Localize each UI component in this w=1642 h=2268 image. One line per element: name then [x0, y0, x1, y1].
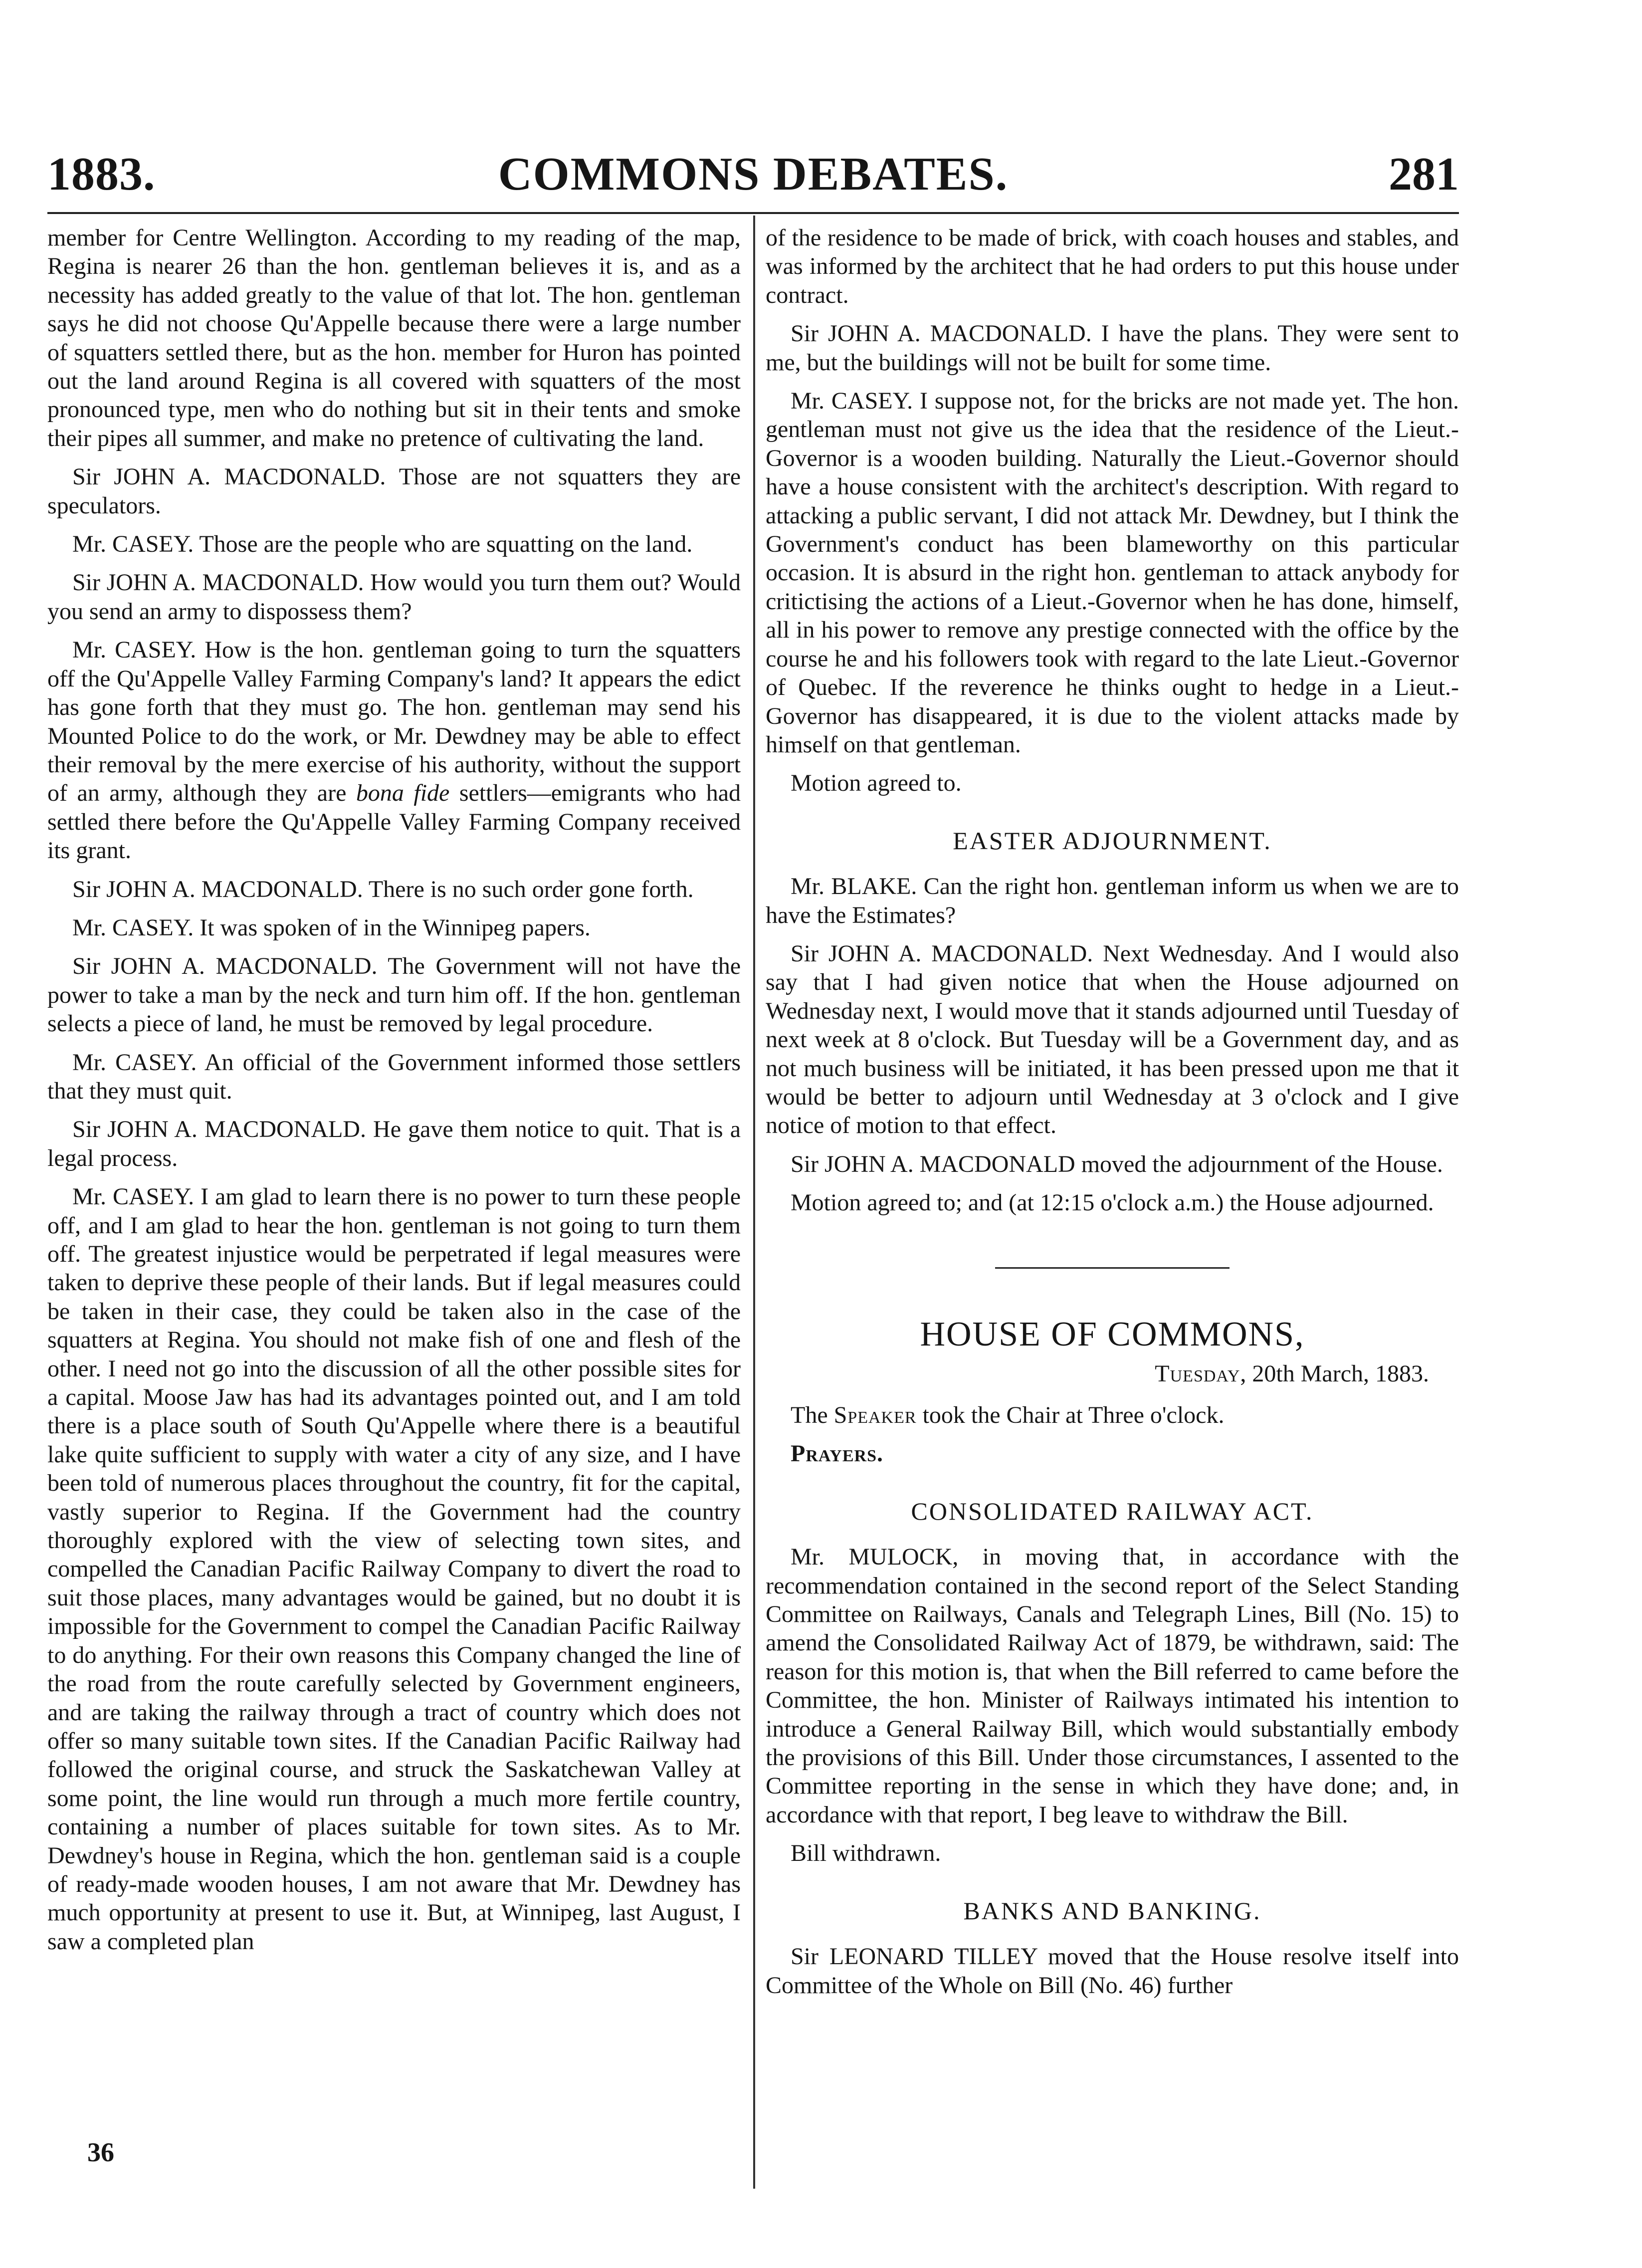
- right-paragraph-8: Motion agreed to; and (at 12:15 o'clock a.m.) the House adjourned.: [791, 1189, 1434, 1216]
- left-paragraph-5: [47, 636, 741, 865]
- left-column: [47, 224, 741, 1966]
- sitting-date: [766, 1360, 1459, 1388]
- left-paragraph-6: Sir JOHN A. MACDONALD. There is no such order gone forth.: [72, 876, 694, 903]
- speaker-line: [766, 1401, 1459, 1429]
- left-paragraph-4: Sir JOHN A. MACDONALD. How would you turn them out? Would you send an army to dispossess them?: [47, 569, 741, 625]
- header-year: 1883.: [47, 148, 156, 200]
- house-of-commons-title: HOUSE OF COMMONS,: [920, 1315, 1305, 1354]
- section-heading-easter-adjournment: EASTER ADJOURNMENT.: [953, 826, 1272, 855]
- speaker-line-post: took the Chair at Three o'clock.: [916, 1402, 1225, 1428]
- right-paragraph-10: Bill withdrawn.: [791, 1840, 941, 1867]
- left-paragraph-11: Mr. CASEY. I am glad to learn there is no power to turn these people off, and I am glad to hear the hon. gentleman is not going to turn them off. The greatest injustice would be perpetrated if legal measures were taken to deprive these people of their lands. But if legal measures could be taken in their case, they could be taken also in the case of the squatters at Regina. You should not make fish of one and flesh of the other. I need not go into the discussion of all the other possible sites for a capital. Moose Jaw has had its advantages pointed out, and I am told there is a place south of South Qu'Appelle where there is a beautiful lake quite sufficient to supply with water a city of any size, and I have been told of numerous places throughout the country, fit for the capital, vastly superior to Regina. If the Government had the country thoroughly explored with the view of selecting town sites, and compelled the Canadian Pacific Railway Company to divert the road to suit those places, many advantages would be gained, but no doubt it is impossible for the Government to compel the Canadian Pacific Railway to do anything. For their own reasons this Company changed the line of the road from the route carefully selected by Government engineers, and are taking the railway through a tract of country which does not offer so many suitable town sites. If the Canadian Pacific Railway had followed the original course, and struck the Saskatchewan Valley at some point, the line would run through a much more fertile country, containing a number of places suitable for town sites. As to Mr. Dewdney's house in Regina, which the hon. gentleman said is a couple of ready-made wooden houses, I am not aware that Mr. Dewdney has much opportunity at present to use it. But, at Winnipeg, last August, I saw a completed plan: [47, 1183, 741, 1955]
- signature-number: 36: [87, 2137, 114, 2167]
- sitting-date-day: Tuesday: [1155, 1360, 1240, 1387]
- right-paragraph-6: Sir JOHN A. MACDONALD. Next Wednesday. And I would also say that I had given notice that when the House adjourned on Wednesday next, I would move that it stands adjourned until Tuesday of next week at 8 o'clock. But Tuesday will be a Government day, and as not much business will be initiated, it has been pressed upon me that it would be better to adjourn until Wednesday at 3 o'clock and I give notice of motion to that effect.: [766, 940, 1459, 1139]
- header-page-number: 281: [1389, 148, 1459, 200]
- left-paragraph-8: Sir JOHN A. MACDONALD. The Government will not have the power to take a man by the neck and turn him off. If the hon. gentleman selects a piece of land, he must be removed by legal procedure.: [47, 953, 741, 1037]
- sitting-date-rest: , 20th March, 1883.: [1240, 1360, 1429, 1387]
- right-paragraph-1: of the residence to be made of brick, with coach houses and stables, and was informed by the architect that he had orders to put this house under contract.: [766, 225, 1459, 308]
- speaker-word: Speaker: [833, 1402, 917, 1428]
- section-heading-banks-and-banking: BANKS AND BANKING.: [963, 1896, 1261, 1925]
- right-paragraph-2: Sir JOHN A. MACDONALD. I have the plans. They were sent to me, but the buildings will not be built for some time.: [766, 320, 1459, 376]
- column-divider: [753, 216, 755, 2189]
- left-paragraph-2: Sir JOHN A. MACDONALD. Those are not squatters they are speculators.: [47, 463, 741, 519]
- right-paragraph-7: Sir JOHN A. MACDONALD moved the adjournment of the House.: [791, 1150, 1443, 1177]
- left-paragraph-9: Mr. CASEY. An official of the Government informed those settlers that they must quit.: [47, 1049, 741, 1104]
- speaker-line-pre: The: [791, 1402, 834, 1428]
- left-paragraph-3: Mr. CASEY. Those are the people who are squatting on the land.: [72, 531, 693, 558]
- right-paragraph-3: Mr. CASEY. I suppose not, for the bricks are not made yet. The hon. gentleman must not give us the idea that the residence of the Lieut.-Governor is a wooden building. Naturally the Lieut.-Governor should have a house consistent with the architect's description. With regard to attacking a public servant, I did not attack Mr. Dewdney, but I think the Government's conduct has been blameworthy on this particular occasion. It is absurd in the right hon. gentleman to attack anybody for critictising the actions of a Lieut.-Governor when he has done, himself, all in his power to remove any prestige connected with the office by the course he and his followers took with regard to the late Lieut.-Governor of Quebec. If the reverence he thinks ought to hedge in a Lieut.-Governor has disappeared, it is due to the violent attacks made by himself on that gentleman.: [766, 388, 1459, 758]
- section-heading-consolidated-railway-act: CONSOLIDATED RAILWAY ACT.: [911, 1497, 1314, 1525]
- left-paragraph-5-italic: bona fide: [356, 780, 450, 807]
- left-paragraph-10: Sir JOHN A. MACDONALD. He gave them notice to quit. That is a legal process.: [47, 1116, 741, 1171]
- left-paragraph-5-part-b: settlers—emigrants who had settled there before the Qu'Appelle Valley Farming Company received its grant.: [47, 780, 741, 864]
- section-divider-rule: [995, 1267, 1230, 1269]
- prayers-line: Prayers.: [791, 1440, 884, 1467]
- page-header: [47, 147, 1459, 202]
- left-paragraph-1: member for Centre Wellington. According to my reading of the map, Regina is nearer 26 than the hon. gentleman believes it is, and as a necessity has added greatly to the value of that lot. The hon. gentleman says he did not choose Qu'Appelle because there were a large number of squatters settled there, but as the hon. member for Huron has pointed out the land around Regina is all covered with squatters of the most pronounced type, men who do nothing but sit in their tents and smoke their pipes all summer, and make no pretence of cultivating the land.: [47, 225, 741, 452]
- left-paragraph-7: Mr. CASEY. It was spoken of in the Winnipeg papers.: [72, 914, 591, 941]
- right-paragraph-5: Mr. BLAKE. Can the right hon. gentleman inform us when we are to have the Estimates?: [766, 873, 1459, 928]
- left-paragraph-5-part-a: Mr. CASEY. How is the hon. gentleman going to turn the squatters off the Qu'Appelle Valley Farming Company's land? It appears the edict has gone forth that they must go. The hon. gentleman may send his Mounted Police to do the work, or Mr. Dewdney may be able to effect their removal by the mere exercise of his authority, without the support of an army, although they are: [47, 637, 741, 807]
- right-paragraph-11: Sir LEONARD TILLEY moved that the House resolve itself into Committee of the Whole on Bill (No. 46) further: [766, 1943, 1459, 1999]
- right-column: [766, 224, 1459, 2010]
- right-paragraph-4: Motion agreed to.: [791, 770, 962, 797]
- header-title: COMMONS DEBATES.: [498, 148, 1009, 200]
- right-paragraph-9: Mr. MULOCK, in moving that, in accordance with the recommendation contained in the second report of the Select Standing Committee on Railways, Canals and Telegraph Lines, Bill (No. 15) to amend the Consolidated Railway Act of 1879, be withdrawn, said: The reason for this motion is, that when the Bill referred to came before the Committee, the hon. Minister of Railways intimated his intention to introduce a General Railway Bill, which would substantially embody the provisions of this Bill. Under those circumstances, I assented to the Committee reporting in the sense in which they have done; and, in accordance with that report, I beg leave to withdraw the Bill.: [766, 1544, 1459, 1828]
- header-rule: [47, 212, 1459, 214]
